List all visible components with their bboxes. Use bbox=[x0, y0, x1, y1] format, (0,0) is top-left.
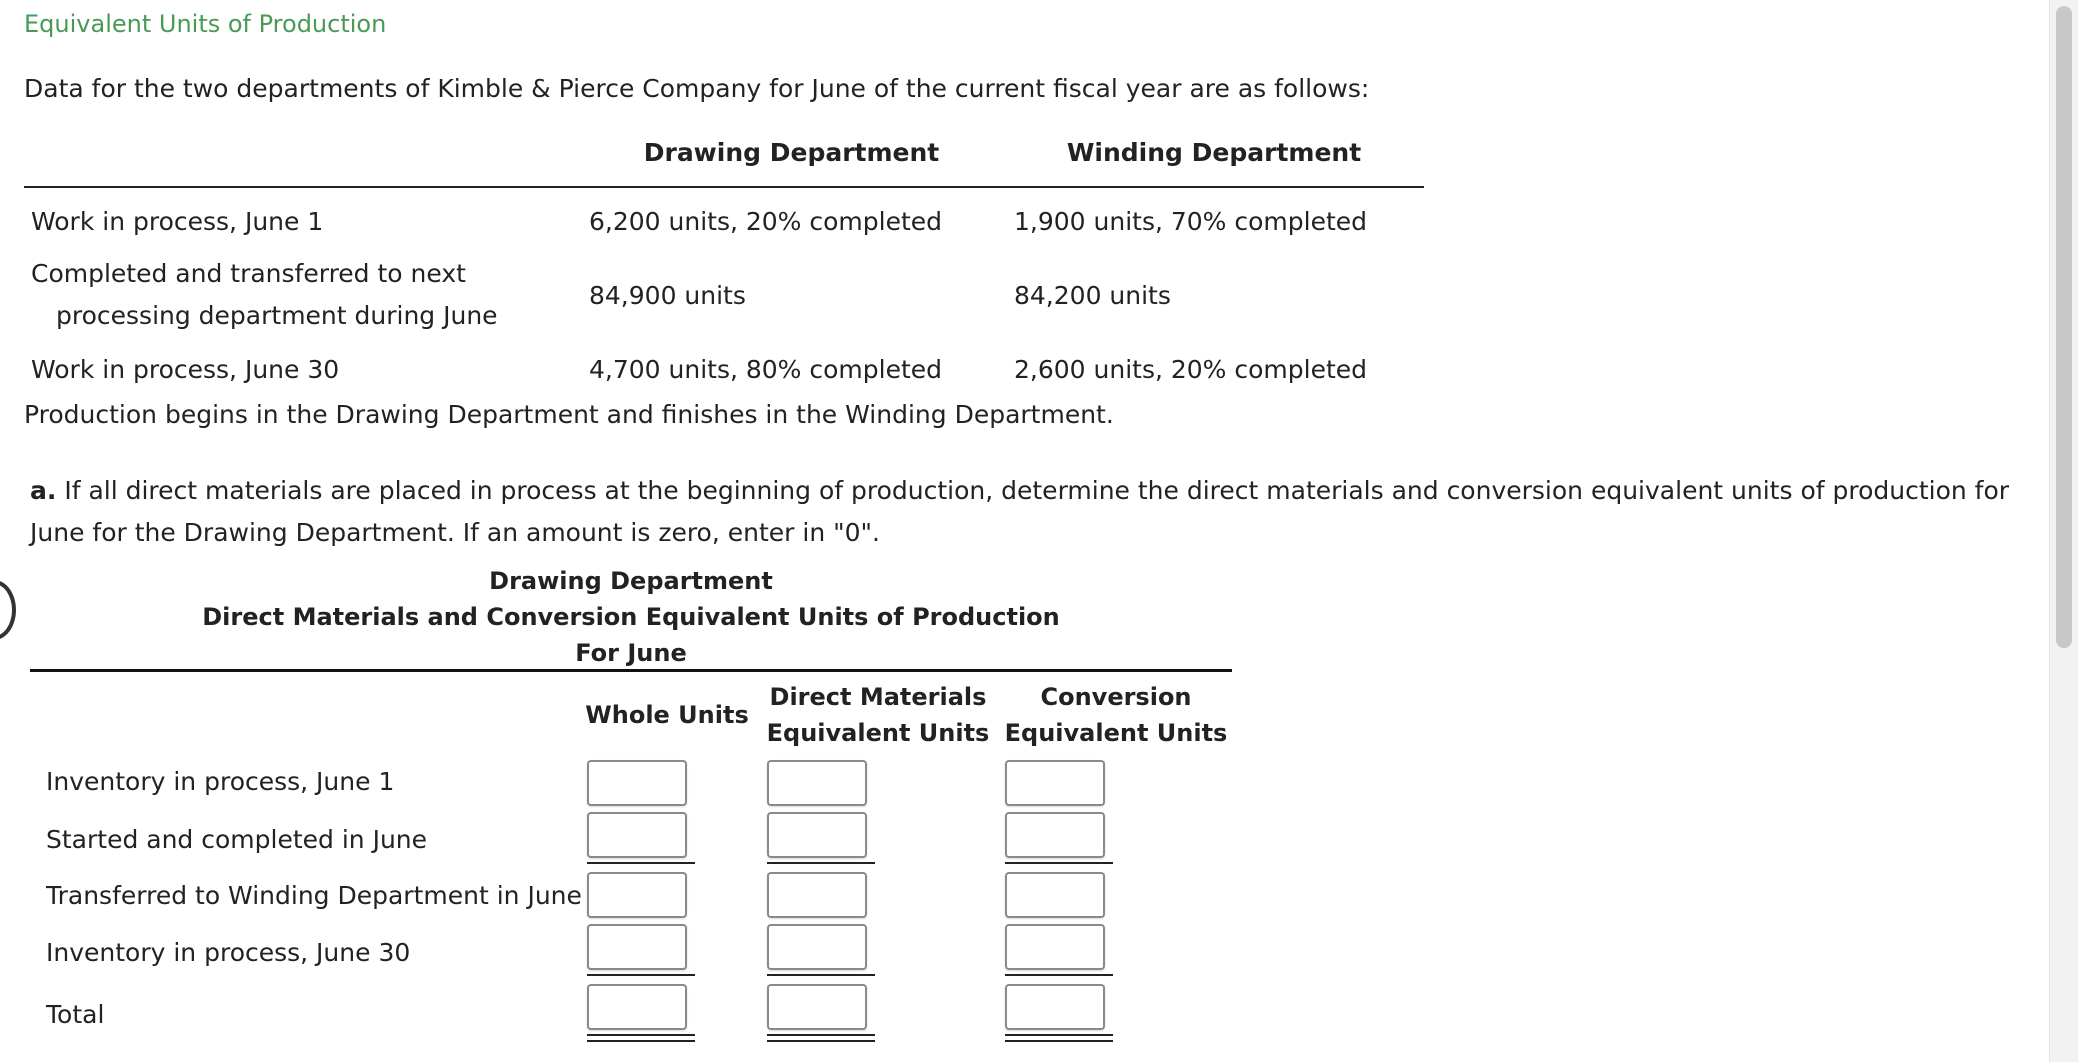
col-header-dm-line1: Direct Materials bbox=[769, 683, 987, 711]
header-winding-department: Winding Department bbox=[1004, 130, 1424, 187]
col-header-dm-line2: Equivalent Units bbox=[766, 719, 990, 747]
subtotal-rule bbox=[1005, 862, 1113, 864]
row-label bbox=[24, 250, 579, 340]
conv-eu-transferred-input[interactable] bbox=[1005, 872, 1105, 918]
intro-text: Data for the two departments of Kimble & Pierce Company for June of the current fiscal year are as follows: bbox=[24, 74, 1370, 103]
conv-eu-inventory-june1-input[interactable] bbox=[1005, 760, 1105, 806]
report-heading bbox=[30, 563, 1232, 671]
col-header-conversion bbox=[1000, 679, 1232, 751]
question-a bbox=[30, 470, 2020, 554]
dm-eu-transferred-input[interactable] bbox=[767, 872, 867, 918]
report-heading-line2: Direct Materials and Conversion Equivalent Units of Production bbox=[202, 603, 1060, 631]
subtotal-rule bbox=[767, 862, 875, 864]
report-heading-rule bbox=[30, 669, 1232, 672]
drawing-value: 4,700 units, 80% completed bbox=[589, 354, 943, 384]
header-blank bbox=[24, 130, 579, 187]
table-row bbox=[24, 187, 1424, 250]
row-label-line2: processing department during June bbox=[56, 301, 498, 330]
subtotal-rule bbox=[767, 974, 875, 976]
subtotal-rule bbox=[1005, 974, 1113, 976]
winding-value: 1,900 units, 70% completed bbox=[1014, 206, 1368, 236]
subtotal-rule bbox=[587, 974, 695, 976]
report-row-label-inventory-june30: Inventory in process, June 30 bbox=[46, 938, 411, 967]
winding-value: 84,200 units bbox=[1014, 280, 1171, 310]
drawing-value: 6,200 units, 20% completed bbox=[589, 206, 943, 236]
partial-circle-icon bbox=[0, 580, 16, 640]
whole-units-transferred-input[interactable] bbox=[587, 872, 687, 918]
dm-eu-started-completed-input[interactable] bbox=[767, 812, 867, 858]
whole-units-inventory-june30-input[interactable] bbox=[587, 924, 687, 970]
table-row bbox=[24, 250, 1424, 340]
whole-units-inventory-june1-input[interactable] bbox=[587, 760, 687, 806]
report-row-label-transferred: Transferred to Winding Department in June bbox=[46, 881, 582, 910]
department-data-table bbox=[24, 130, 1424, 398]
report-row-label-started-completed: Started and completed in June bbox=[46, 825, 428, 854]
scrollbar-thumb[interactable] bbox=[2056, 6, 2072, 648]
col-header-conv-line2: Equivalent Units bbox=[1004, 719, 1228, 747]
subtotal-rule bbox=[587, 862, 695, 864]
table-header-row bbox=[24, 130, 1424, 187]
conv-eu-total-input[interactable] bbox=[1005, 984, 1105, 1030]
production-note: Production begins in the Drawing Department and finishes in the Winding Department. bbox=[24, 400, 1114, 429]
row-label: Work in process, June 30 bbox=[31, 354, 340, 384]
report-heading-line1: Drawing Department bbox=[489, 567, 773, 595]
drawing-value: 84,900 units bbox=[589, 280, 746, 310]
col-header-conv-line1: Conversion bbox=[1040, 683, 1192, 711]
report-row-label-total: Total bbox=[46, 1000, 105, 1029]
whole-units-total-input[interactable] bbox=[587, 984, 687, 1030]
page-title: Equivalent Units of Production bbox=[24, 10, 387, 38]
winding-value: 2,600 units, 20% completed bbox=[1014, 354, 1368, 384]
col-header-direct-materials bbox=[762, 679, 994, 751]
conv-eu-inventory-june30-input[interactable] bbox=[1005, 924, 1105, 970]
dm-eu-inventory-june1-input[interactable] bbox=[767, 760, 867, 806]
report-row-label-inventory-june1: Inventory in process, June 1 bbox=[46, 767, 395, 796]
total-double-rule bbox=[767, 1034, 875, 1042]
row-label-line1: Completed and transferred to next bbox=[31, 259, 466, 288]
table-row bbox=[24, 340, 1424, 398]
question-text: If all direct materials are placed in process at the beginning of production, determine the direct materials and conversion equivalent units of production for June for the Drawing Department. If an amount is zero, enter in "0". bbox=[30, 476, 2010, 547]
dm-eu-inventory-june30-input[interactable] bbox=[767, 924, 867, 970]
col-header-whole-units: Whole Units bbox=[585, 701, 749, 729]
total-double-rule bbox=[1005, 1034, 1113, 1042]
vertical-scrollbar[interactable] bbox=[2049, 0, 2078, 1062]
conv-eu-started-completed-input[interactable] bbox=[1005, 812, 1105, 858]
whole-units-started-completed-input[interactable] bbox=[587, 812, 687, 858]
dm-eu-total-input[interactable] bbox=[767, 984, 867, 1030]
total-double-rule bbox=[587, 1034, 695, 1042]
row-label: Work in process, June 1 bbox=[31, 206, 324, 236]
report-heading-line3: For June bbox=[575, 639, 687, 667]
question-letter: a. bbox=[30, 476, 57, 505]
header-drawing-department: Drawing Department bbox=[579, 130, 1004, 187]
